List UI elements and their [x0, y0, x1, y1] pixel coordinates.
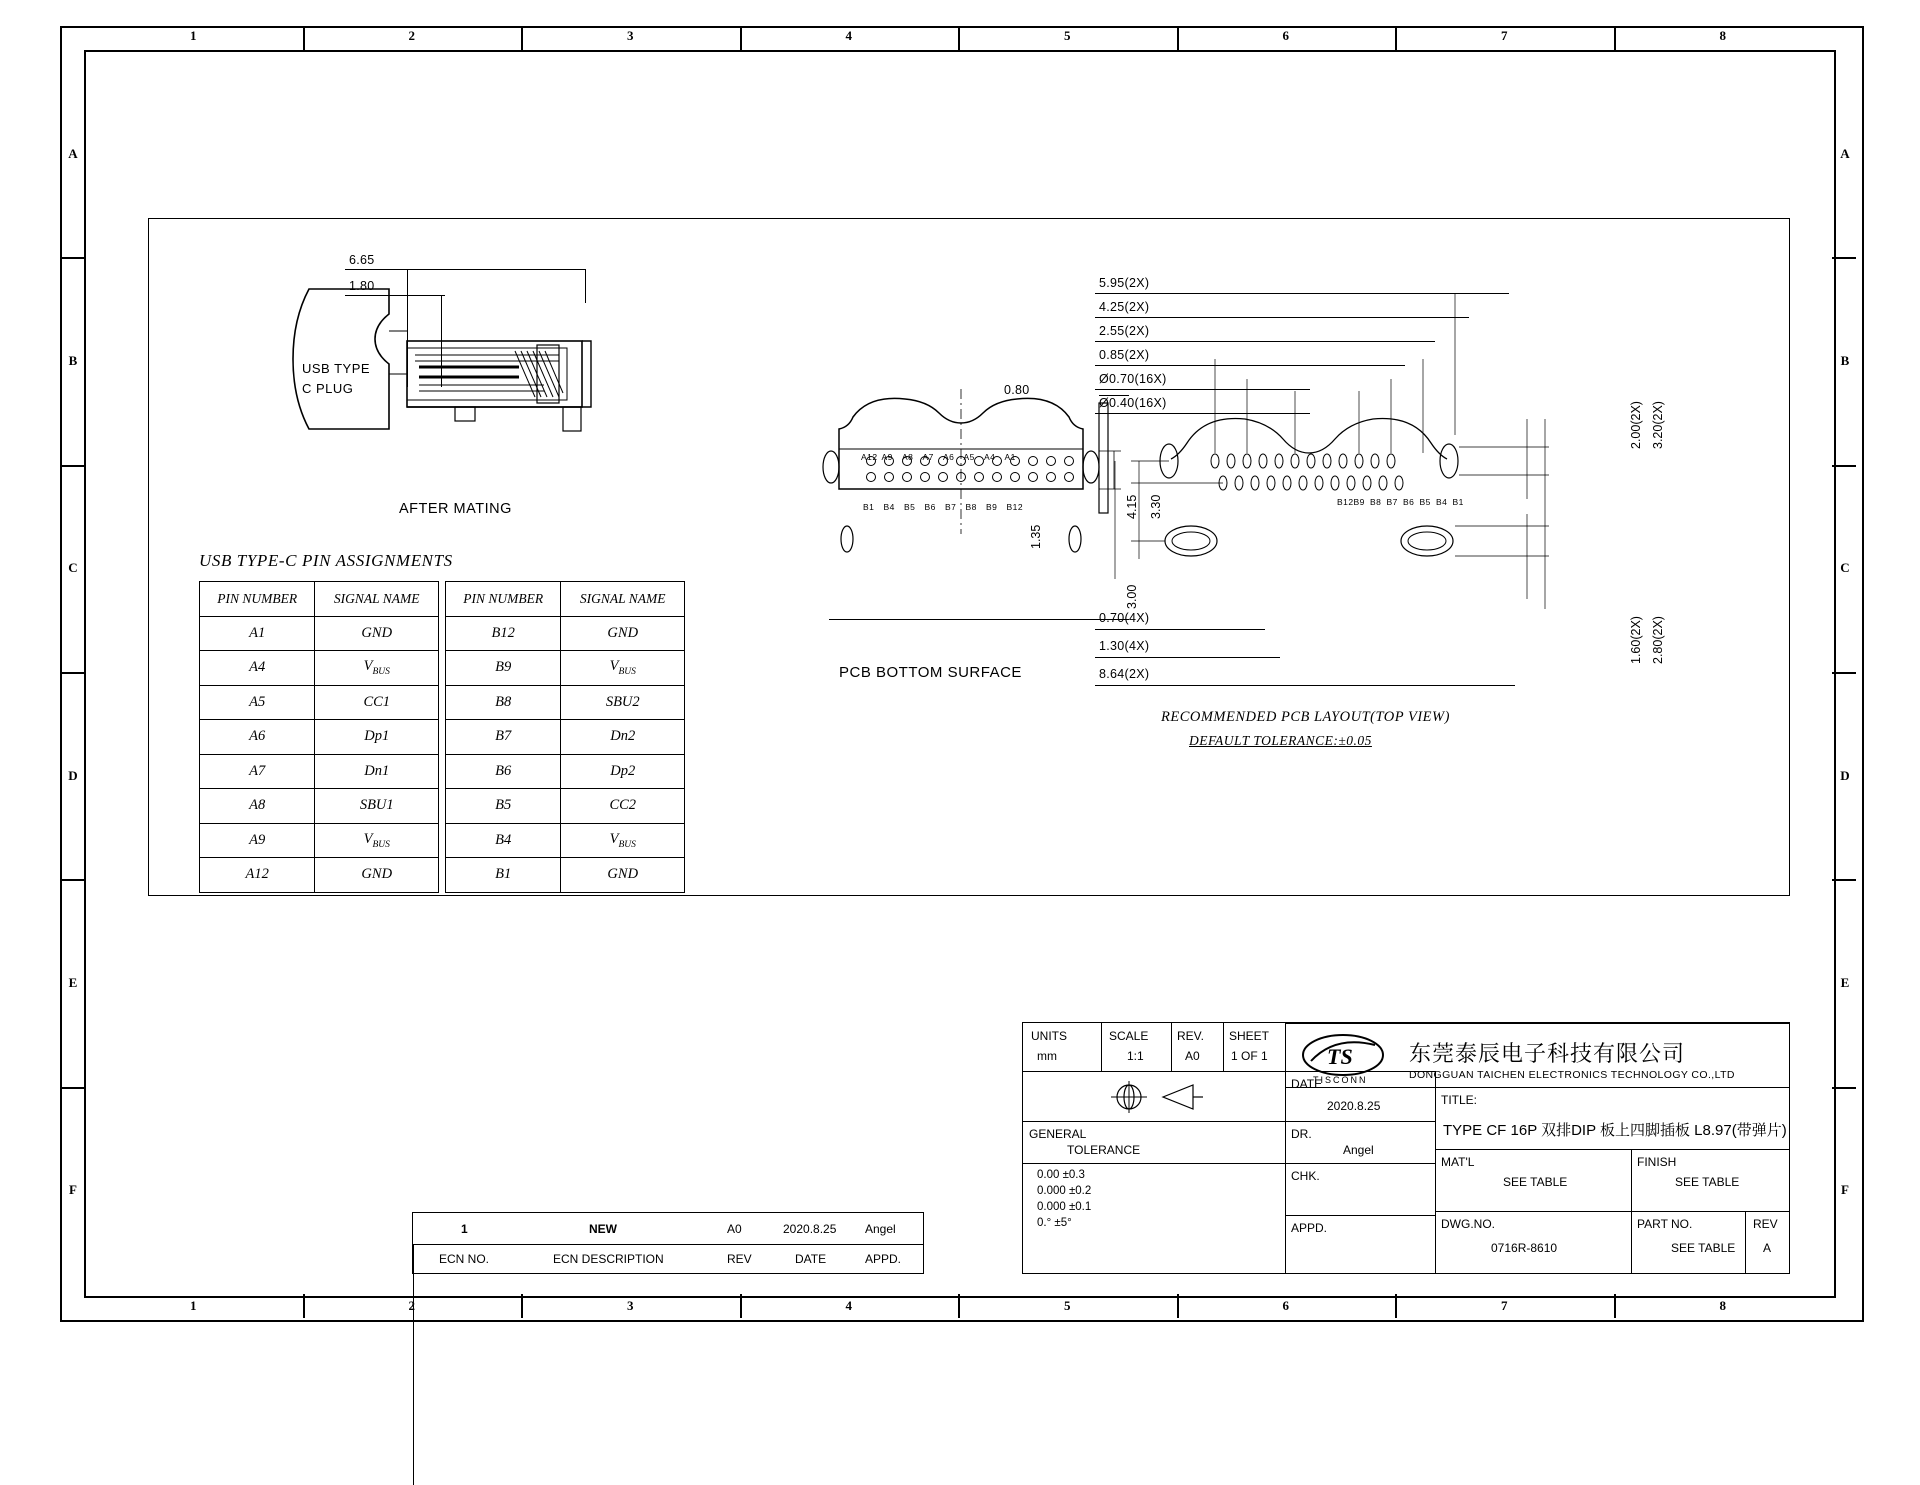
units-label: UNITS: [1031, 1029, 1067, 1043]
dim-3-30: 3.30: [1149, 494, 1163, 519]
signal-name-cell: GND: [315, 858, 439, 893]
pcb-bottom-pin-A6: A6: [943, 452, 955, 462]
matl-value: SEE TABLE: [1503, 1175, 1568, 1189]
pcb-layout-pin-B9: B9: [1353, 497, 1365, 507]
pin-number-cell: A1: [200, 616, 315, 651]
zone-label-left-E: E: [68, 975, 78, 990]
rev2-value: A: [1763, 1241, 1772, 1255]
signal-name-cell: SBU2: [561, 685, 685, 720]
ecn-row-desc: NEW: [589, 1222, 617, 1236]
dim-3-00: 3.00: [1125, 584, 1139, 609]
caption-after-mating: AFTER MATING: [399, 501, 512, 517]
signal-name-cell: CC2: [561, 789, 685, 824]
title-label: TITLE:: [1441, 1093, 1478, 1107]
pin-number-cell: B1: [446, 858, 561, 893]
general-tolerance-label-2: TOLERANCE: [1067, 1143, 1141, 1157]
pin-table-title: USB TYPE-C PIN ASSIGNMENTS: [199, 551, 453, 570]
dim-5-95-2x: 5.95(2X): [1099, 276, 1150, 290]
pin-table-header-1: SIGNAL NAME: [561, 582, 685, 617]
pin-number-cell: B4: [446, 823, 561, 858]
pin-number-cell: B7: [446, 720, 561, 755]
pcb-bottom-pin-A8: A8: [902, 452, 914, 462]
signal-name-cell: $V_{BUS}$: [315, 651, 439, 686]
ecn-header-desc: ECN DESCRIPTION: [553, 1252, 664, 1266]
pcb-bottom-pin-A4: A4: [984, 452, 996, 462]
pin-number-cell: A12: [200, 858, 315, 893]
finish-value: SEE TABLE: [1675, 1175, 1740, 1189]
dim-0-80: 0.80: [1004, 383, 1030, 397]
signal-name-cell: Dn1: [315, 754, 439, 789]
scale-label: SCALE: [1109, 1029, 1149, 1043]
table-row: [200, 616, 439, 651]
signal-name-cell: SBU1: [315, 789, 439, 824]
svg-text:TS: TS: [1327, 1044, 1353, 1069]
dim-0-85-2x: 0.85(2X): [1099, 348, 1150, 362]
dim-2-00-2x: 2.00(2X): [1629, 401, 1643, 449]
zone-label-bottom-5: 5: [1064, 1298, 1071, 1313]
pcb-layout-pin-B1: B1: [1452, 497, 1464, 507]
pcb-layout-pin-B7: B7: [1386, 497, 1398, 507]
tolerance-1: 0.00 ±0.3: [1037, 1169, 1085, 1181]
dim-8-64-2x: 8.64(2X): [1099, 667, 1150, 681]
table-row: [200, 720, 439, 755]
pin-table-left: [199, 581, 439, 893]
table-row: [200, 823, 439, 858]
rev-label: REV.: [1177, 1029, 1204, 1043]
signal-name-cell: $V_{BUS}$: [315, 823, 439, 858]
ecn-row-no: 1: [461, 1222, 468, 1236]
pcb-bottom-pin-B7: B7: [945, 502, 957, 512]
pcb-layout-pin-B4: B4: [1436, 497, 1448, 507]
date-value: 2020.8.25: [1327, 1099, 1381, 1113]
dim-4-15: 4.15: [1125, 494, 1139, 519]
signal-name-cell: GND: [315, 616, 439, 651]
title-value: TYPE CF 16P 双排DIP 板上四脚插板 L8.97(带弹片): [1443, 1122, 1787, 1139]
table-row: [200, 858, 439, 893]
table-row: [446, 823, 685, 858]
zone-label-top-2: 2: [408, 28, 415, 43]
pin-number-cell: B12: [446, 616, 561, 651]
zone-label-left-A: A: [68, 145, 78, 161]
pcb-bottom-pin-A12: A12: [861, 452, 878, 462]
zone-label-right-F: F: [1841, 1182, 1849, 1198]
dim-6-65: 6.65: [349, 253, 375, 267]
pin-number-cell: B9: [446, 651, 561, 686]
company-name-cn: 东莞泰辰电子科技有限公司: [1409, 1041, 1686, 1066]
scale-value: 1:1: [1127, 1049, 1144, 1063]
plug-label-line2: C PLUG: [302, 381, 354, 396]
pin-table-right: [445, 581, 685, 893]
zone-label-right-A: A: [1840, 145, 1850, 161]
table-row: [200, 651, 439, 686]
pin-number-cell: A4: [200, 651, 315, 686]
pcb-bottom-pin-B5: B5: [904, 502, 916, 512]
dim-2-80-2x: 2.80(2X): [1651, 616, 1665, 664]
pin-number-cell: A5: [200, 685, 315, 720]
zone-label-right-B: B: [1840, 353, 1850, 368]
pin-number-cell: A8: [200, 789, 315, 824]
table-row: [200, 754, 439, 789]
zone-label-bottom-3: 3: [627, 1298, 634, 1313]
pcb-layout-pin-B12: B12: [1337, 497, 1354, 507]
company-logo: [1301, 1031, 1391, 1089]
ecn-row-rev: A0: [727, 1222, 742, 1236]
table-row: [446, 789, 685, 824]
zone-label-bottom-7: 7: [1501, 1298, 1508, 1313]
signal-name-cell: CC1: [315, 685, 439, 720]
pcb-layout-pin-B6: B6: [1403, 497, 1415, 507]
ecn-block: [412, 1212, 924, 1274]
signal-name-cell: GND: [561, 858, 685, 893]
tolerance-4: 0.° ±5°: [1037, 1217, 1072, 1229]
date-label: DATE: [1291, 1077, 1323, 1091]
zone-label-bottom-2: 2: [408, 1298, 415, 1313]
company-name-en: DONGGUAN TAICHEN ELECTRONICS TECHNOLOGY CO.,LTD: [1409, 1069, 1735, 1081]
pcb-bottom-pin-A5: A5: [963, 452, 975, 462]
ecn-row-appd: Angel: [865, 1222, 896, 1236]
dim-0-70-4x: 0.70(4X): [1099, 611, 1150, 625]
pcb-bottom-pin-B12: B12: [1006, 502, 1024, 512]
note-default-tolerance: DEFAULT TOLERANCE:±0.05: [1189, 733, 1372, 748]
zone-label-top-4: 4: [845, 28, 852, 43]
dim-1-30-4x: 1.30(4X): [1099, 639, 1150, 653]
zone-label-left-C: C: [68, 560, 78, 576]
ecn-header-date: DATE: [795, 1252, 827, 1266]
zone-label-bottom-1: 1: [190, 1298, 197, 1313]
table-row: [446, 754, 685, 789]
pin-table-header-0: PIN NUMBER: [200, 582, 315, 617]
chk-label: CHK.: [1291, 1169, 1320, 1183]
table-row: [446, 651, 685, 686]
general-tolerance-label-1: GENERAL: [1029, 1127, 1087, 1141]
zone-label-left-F: F: [69, 1182, 77, 1198]
dim-4-25-2x: 4.25(2X): [1099, 300, 1150, 314]
zone-label-top-8: 8: [1719, 28, 1726, 43]
pin-number-cell: B6: [446, 754, 561, 789]
pin-number-cell: A9: [200, 823, 315, 858]
ecn-row-date: 2020.8.25: [783, 1222, 837, 1236]
title-block: [1022, 1022, 1790, 1274]
signal-name-cell: $V_{BUS}$: [561, 823, 685, 858]
plug-label-line1: USB TYPE: [302, 361, 371, 376]
pin-number-cell: A6: [200, 720, 315, 755]
ecn-header-appd: APPD.: [865, 1252, 902, 1266]
finish-label: FINISH: [1637, 1155, 1677, 1169]
dim-1-35: 1.35: [1029, 524, 1043, 549]
pin-number-cell: B8: [446, 685, 561, 720]
svg-text:TISCONN: TISCONN: [1313, 1075, 1368, 1085]
pcb-bottom-pin-A9: A9: [881, 452, 893, 462]
dim-dia-0-40-16x: Ø0.40(16X): [1099, 396, 1167, 410]
drawing-area: [148, 218, 1790, 896]
pin-table-header-1: SIGNAL NAME: [315, 582, 439, 617]
pcb-layout-pin-B5: B5: [1419, 497, 1431, 507]
table-row: [446, 685, 685, 720]
tolerance-2: 0.000 ±0.2: [1037, 1185, 1092, 1197]
signal-name-cell: Dp1: [315, 720, 439, 755]
pin-number-cell: A7: [200, 754, 315, 789]
dr-value: Angel: [1343, 1143, 1374, 1157]
dim-dia-0-70-16x: Ø0.70(16X): [1099, 372, 1167, 386]
zone-label-top-6: 6: [1282, 28, 1289, 43]
zone-label-right-E: E: [1840, 975, 1850, 990]
partno-value: SEE TABLE: [1671, 1241, 1736, 1255]
dim-1-80: 1.80: [349, 279, 375, 293]
pcb-layout-pin-B8: B8: [1370, 497, 1382, 507]
rev2-label: REV: [1753, 1217, 1778, 1231]
pcb-bottom-pin-B1: B1: [863, 502, 875, 512]
signal-name-cell: Dp2: [561, 754, 685, 789]
pin-table-header-0: PIN NUMBER: [446, 582, 561, 617]
pcb-bottom-pin-B9: B9: [986, 502, 998, 512]
zone-label-left-D: D: [68, 767, 78, 783]
dwgno-value: 0716R-8610: [1491, 1241, 1558, 1255]
signal-name-cell: $V_{BUS}$: [561, 651, 685, 686]
zone-label-bottom-6: 6: [1282, 1298, 1289, 1313]
dim-1-60-2x: 1.60(2X): [1629, 616, 1643, 664]
pcb-bottom-pin-B8: B8: [965, 502, 977, 512]
zone-label-top-7: 7: [1501, 28, 1508, 43]
units-value: mm: [1037, 1049, 1057, 1063]
matl-label: MAT'L: [1441, 1155, 1475, 1169]
dr-label: DR.: [1291, 1127, 1312, 1141]
dim-2-55-2x: 2.55(2X): [1099, 324, 1150, 338]
caption-pcb-layout: RECOMMENDED PCB LAYOUT(TOP VIEW): [1161, 709, 1450, 725]
appd-label: APPD.: [1291, 1221, 1328, 1235]
table-row: [446, 616, 685, 651]
zone-label-bottom-4: 4: [845, 1298, 852, 1313]
table-row: [446, 720, 685, 755]
zone-label-right-D: D: [1840, 767, 1850, 783]
pcb-bottom-pin-A7: A7: [922, 452, 934, 462]
dwgno-label: DWG.NO.: [1441, 1217, 1495, 1231]
signal-name-cell: Dn2: [561, 720, 685, 755]
pin-number-cell: B5: [446, 789, 561, 824]
tolerance-3: 0.000 ±0.1: [1037, 1201, 1092, 1213]
table-row: [200, 789, 439, 824]
zone-label-top-3: 3: [627, 28, 634, 43]
zone-label-top-1: 1: [190, 28, 197, 43]
pcb-bottom-pin-B4: B4: [883, 502, 895, 512]
ecn-header-no: ECN NO.: [439, 1252, 490, 1266]
sheet-label: SHEET: [1229, 1029, 1270, 1043]
table-row: [446, 858, 685, 893]
zone-label-left-B: B: [68, 353, 78, 368]
partno-label: PART NO.: [1637, 1217, 1693, 1231]
pcb-bottom-pin-A1: A1: [1004, 452, 1016, 462]
zone-label-bottom-8: 8: [1719, 1298, 1726, 1313]
zone-label-right-C: C: [1840, 560, 1850, 576]
pcb-bottom-pin-B6: B6: [924, 502, 936, 512]
zone-label-top-5: 5: [1064, 28, 1071, 43]
sheet-value: 1 OF 1: [1231, 1049, 1268, 1063]
dim-3-20-2x: 3.20(2X): [1651, 401, 1665, 449]
rev-value: A0: [1185, 1049, 1200, 1063]
ecn-header-rev: REV: [727, 1252, 752, 1266]
table-row: [200, 685, 439, 720]
signal-name-cell: GND: [561, 616, 685, 651]
caption-pcb-bottom: PCB BOTTOM SURFACE: [839, 664, 1022, 681]
